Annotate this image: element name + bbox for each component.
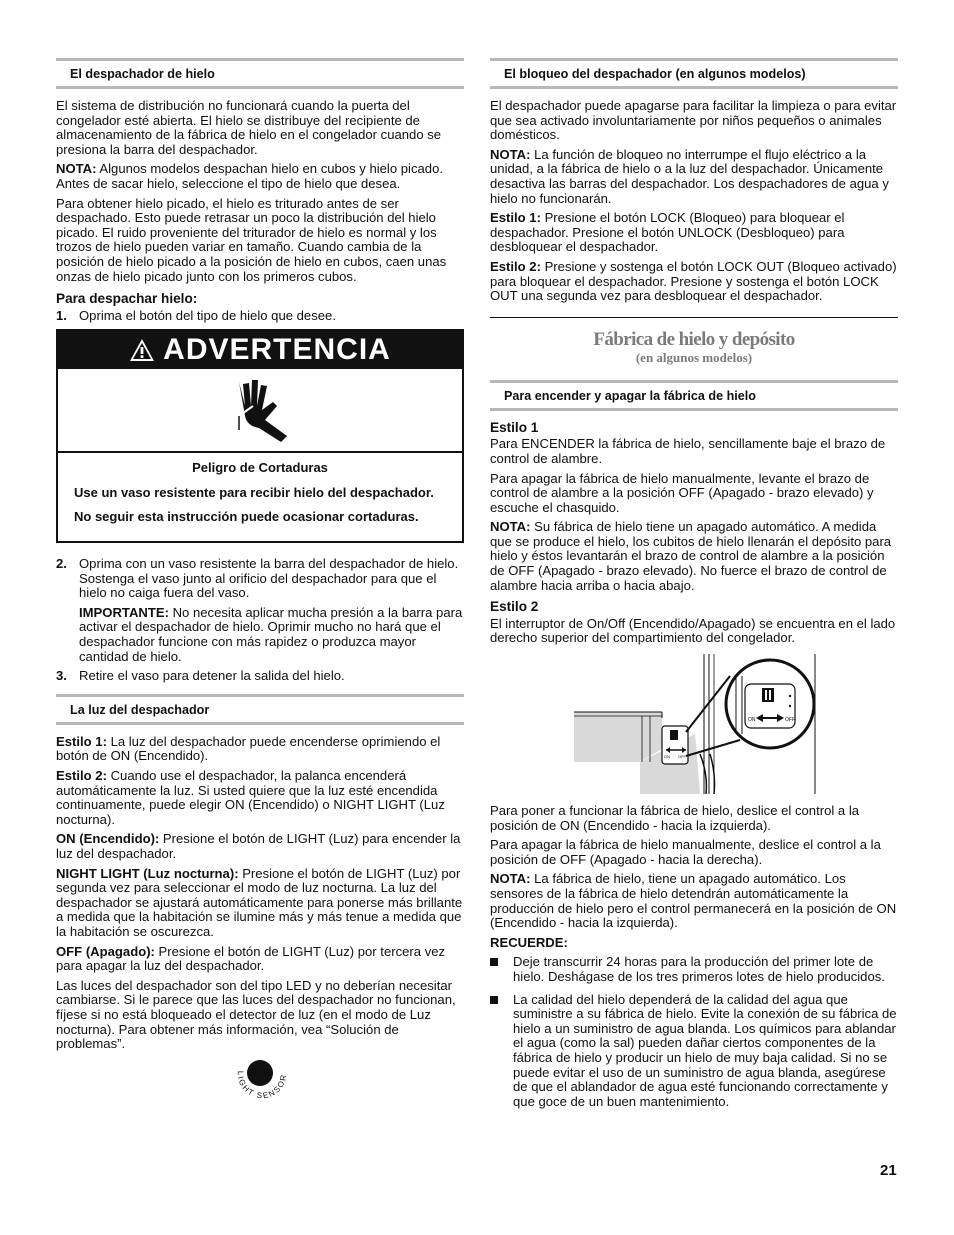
step-2 xyxy=(56,557,464,664)
style-1-paragraph xyxy=(56,735,464,764)
left-column xyxy=(56,58,464,1107)
step-number: 1. xyxy=(56,307,67,323)
light-sensor-label: LIGHT SENSOR xyxy=(235,1070,289,1101)
note-text: La función de bloqueo no interrumpe el flujo eléctrico a la unidad, a la fábrica de hielo o a la luz del despachador. Únicamente desactiva las barras del despachador. Los despachadores de agua y hielo no funcionarán. xyxy=(490,146,889,206)
important-paragraph xyxy=(79,606,464,664)
style-1-heading: Estilo 1 xyxy=(490,419,539,435)
warning-title: ADVERTENCIA xyxy=(163,333,391,367)
section-heading-dispenser-lock: El bloqueo del despachador (en algunos modelos) xyxy=(490,58,898,89)
paragraph: Para obtener hielo picado, el hielo es triturado antes de ser despachado. Esto puede retrasar un poco la distribución del hielo picado. El ruido proveniente del triturador de hielo es normal y los trozos de hielo pueden variar en tamaño. Cuando cambia de la posición de hielo picado a la posición de hielo en cubos, caen unas onzas de hielo picado junto con los primeros cubos. xyxy=(56,195,447,284)
remember-heading xyxy=(490,936,898,951)
subheading-dispense-ice: Para despachar hielo: xyxy=(56,291,198,307)
note-text: La fábrica de hielo, tiene un apagado automático. Los sensores de la fábrica de hielo detendrán automáticamente la producción de hielo pero el control permanecerá en la posición de ON (Encendido - hacia la izquierda). xyxy=(490,871,897,931)
step-text: Retire el vaso para detener la salida del hielo. xyxy=(79,668,345,684)
off-label: OFF (Apagado): xyxy=(56,943,155,959)
off-text: Presione el botón de LIGHT (Luz) por tercera vez para apagar la luz del despachador. xyxy=(56,943,446,974)
note-paragraph xyxy=(490,520,898,593)
night-light-text: Presione el botón de LIGHT (Luz) por segunda vez para seleccionar el modo de luz nocturna. La luz del despachador se ajustará automáticamente para ponerse más brillante a medida que la habitación se ilumine más y más tenue a medida que la habitación se oscurezca. xyxy=(56,865,463,939)
night-light-label: NIGHT LIGHT (Luz nocturna): xyxy=(56,865,239,881)
switch-on-label: ON xyxy=(664,754,670,760)
warning-triangle-icon xyxy=(129,338,155,362)
style-text: Presione y sostenga el botón LOCK OUT (Bloqueo activado) para bloquear el despachador. Presione y sostenga el botón LOCK OUT una segunda vez para desbloquear el despachador. xyxy=(490,258,897,304)
paragraph: El interruptor de On/Off (Encendido/Apagado) se encuentra en el lado derecho superior del compartimiento del congelador. xyxy=(490,615,896,646)
style-label: Estilo 2: xyxy=(490,258,541,274)
step-3 xyxy=(56,669,464,684)
style-2-paragraph xyxy=(490,260,898,304)
note-label: NOTA: xyxy=(490,146,531,162)
warning-line: No seguir esta instrucción puede ocasionar cortaduras. xyxy=(74,508,419,524)
list-item xyxy=(490,955,898,984)
style-2-paragraph xyxy=(56,769,464,827)
on-paragraph xyxy=(56,832,464,861)
switch-off-label-zoom: OFF xyxy=(785,717,795,724)
icemaker-title: Fábrica de hielo y depósito xyxy=(593,328,795,350)
icemaker-switch-diagram xyxy=(490,654,898,794)
section-heading-dispenser-light: La luz del despachador xyxy=(56,694,464,725)
warning-line: Use un vaso resistente para recibir hielo del despachador. xyxy=(74,484,434,500)
off-paragraph xyxy=(56,945,464,974)
style-label: Estilo 1: xyxy=(56,733,107,749)
light-sensor-illustration xyxy=(56,1057,464,1107)
paragraph: El despachador puede apagarse para facilitar la limpieza o para evitar que sea activado involuntariamente por niños pequeños o animales domésticos. xyxy=(490,98,897,143)
paragraph: Para apagar la fábrica de hielo manualmente, deslice el control a la posición de OFF (Apagado - hacia la derecha). xyxy=(490,837,881,867)
on-text: Presione el botón de LIGHT (Luz) para encender la luz del despachador. xyxy=(56,831,461,861)
paragraph: Para poner a funcionar la fábrica de hielo, deslice el control a la posición de ON (Encendido - hacia la izquierda). xyxy=(490,803,860,833)
style-text: La luz del despachador puede encenderse oprimiendo el botón de ON (Encendido). xyxy=(56,733,441,764)
icemaker-subtitle: (en algunos modelos) xyxy=(635,349,753,365)
section-heading-icemaker-on-off: Para encender y apagar la fábrica de hielo xyxy=(490,380,898,411)
list-item-text: Deje transcurrir 24 horas para la producción del primer lote de hielo. Deshágase de los tres primeros lotes de hielo producidos. xyxy=(513,954,885,984)
note-text: Su fábrica de hielo tiene un apagado automático. A medida que se produce el hielo, los cubitos de hielo llenarán el depósito para hielo y éstos levantarán el brazo de control de alambre a la posición de OFF (Apagado - brazo elevado). No fuerce el brazo de control de alambre hacia arriba o hacia abajo. xyxy=(490,519,892,593)
page-number: 21 xyxy=(880,1162,897,1179)
style-label: Estilo 1: xyxy=(490,210,541,226)
style-text: Presione el botón LOCK (Bloqueo) para bloquear el despachador. Presione el botón UNLOCK (Desbloqueo) para desbloquear el despachador. xyxy=(490,210,845,255)
note-text: Algunos modelos despachan hielo en cubos y hielo picado. Antes de sacar hielo, seleccione el tipo de hielo que desea. xyxy=(56,161,443,191)
step-number: 3. xyxy=(56,668,67,684)
night-light-paragraph xyxy=(56,867,464,940)
paragraph: El sistema de distribución no funcionará cuando la puerta del congelador esté abierta. El hielo se distribuye del recipiente de almacenamiento de la fábrica de hielo en el congelador cuando se presiona la barra del despachador. xyxy=(56,98,442,157)
style-label: Estilo 2: xyxy=(56,768,107,784)
remember-label: RECUERDE: xyxy=(490,934,568,950)
warning-box xyxy=(56,329,464,543)
step-text: Oprima el botón del tipo de hielo que desee. xyxy=(79,307,336,323)
cut-hand-icon xyxy=(225,376,295,444)
note-label: NOTA: xyxy=(56,161,97,177)
list-item xyxy=(490,993,898,1110)
note-paragraph xyxy=(490,148,898,206)
section-heading-ice-dispenser: El despachador de hielo xyxy=(56,58,464,89)
switch-off-label: OFF xyxy=(678,754,686,760)
bullet-square-icon xyxy=(490,996,498,1004)
step-number: 2. xyxy=(56,556,67,572)
step-1 xyxy=(56,309,464,324)
warning-image xyxy=(58,369,462,453)
paragraph: Para ENCENDER la fábrica de hielo, sencillamente baje el brazo de control de alambre. xyxy=(490,436,886,466)
important-label: IMPORTANTE: xyxy=(79,604,169,620)
bullet-square-icon xyxy=(490,958,498,966)
list-item-text: La calidad del hielo dependerá de la calidad del agua que suministre a su fábrica de hielo. Evite la conexión de su fábrica de hielo a un suministro de agua blanda. Los químicos para ablandar el agua (como la sal) pueden dañar ciertos componentes de la fábrica de hielo y producir un hielo de muy baja calidad. Si no se puede evitar el uso de un suministro de agua blanda, asegúrese de que el ablandador de agua esté funcionando correctamente y que goce de un buen mantenimiento. xyxy=(513,991,897,1109)
on-label: ON (Encendido): xyxy=(56,831,160,847)
freezer-switch-illustration xyxy=(490,654,898,794)
right-column xyxy=(490,58,898,1117)
warning-body xyxy=(58,453,462,541)
paragraph: Para apagar la fábrica de hielo manualmente, levante el brazo de control de alambre a la posición OFF (Apagado - brazo elevado) y escuche el chasquido. xyxy=(490,470,874,515)
step-text: Oprima con un vaso resistente la barra del despachador de hielo. Sostenga el vaso junto al orificio del despachador para que el hielo no caiga fuera del vaso. xyxy=(79,556,459,601)
icemaker-title-block xyxy=(490,317,898,366)
style-text: Cuando use el despachador, la palanca encenderá automáticamente la luz. Si usted quiere que la luz esté encendida continuamente, puede elegir ON (Encendido) o NIGHT LIGHT (Luz nocturna). xyxy=(56,768,445,827)
paragraph: Las luces del despachador son del tipo LED y no deberían necesitar cambiarse. Si le parece que las luces del despachador no funcionan, fíjese si no está bloqueado el detector de luz (en el modo de Luz nocturna). Para obtener más información, vea “Solución de problemas”. xyxy=(56,977,456,1052)
style-1-paragraph xyxy=(490,211,898,255)
style-2-heading: Estilo 2 xyxy=(490,599,539,615)
note-label: NOTA: xyxy=(490,871,531,887)
note-paragraph xyxy=(490,872,898,930)
note-label: NOTA: xyxy=(490,519,531,535)
important-text: No necesita aplicar mucha presión a la barra para activar el despachador de hielo. Oprimir mucho no hará que el despachador funcione con más rapidez o produzca mayor cantidad de hielo. xyxy=(79,604,463,664)
light-sensor-icon xyxy=(216,1057,316,1107)
note-paragraph xyxy=(56,162,464,191)
switch-on-label-zoom: ON xyxy=(748,717,756,724)
warning-hazard: Peligro de Cortaduras xyxy=(192,460,328,476)
warning-title-bar xyxy=(58,331,462,369)
